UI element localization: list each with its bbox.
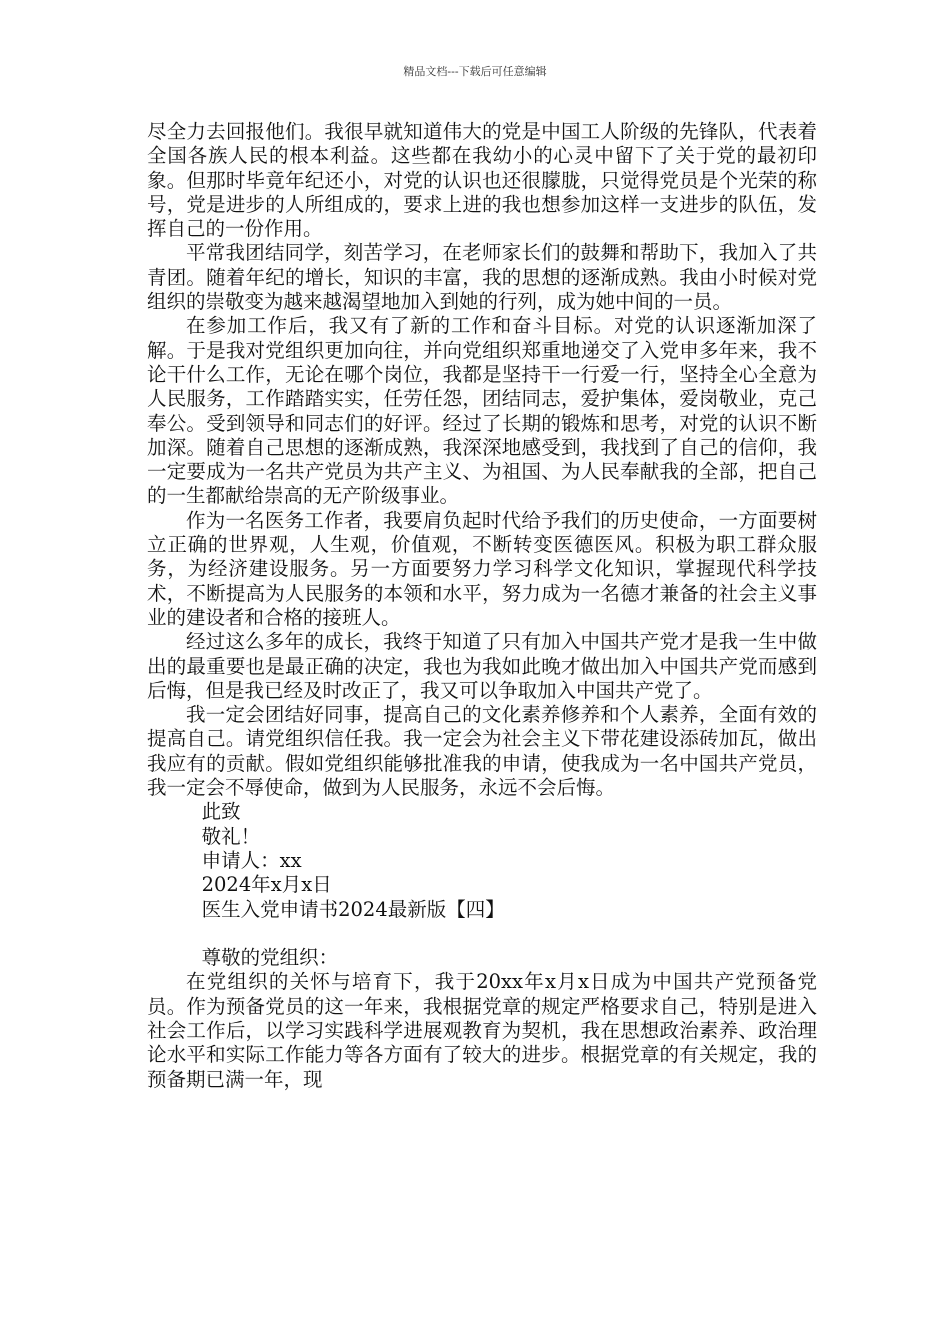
page-header: 精品文档---下载后可任意编辑 — [403, 65, 547, 78]
paragraph: 我一定会团结好同事，提高自己的文化素养修养和个人素养，全面有效的提高自己。请党组织信任我。我一定会为社会主义下带花建设添砖加瓦，做出我应有的贡献。假如党组织能够批准我的申请，使我成为一名中国共产党员，我一定会不辱使命，做到为人民服务，永远不会后悔。 — [147, 703, 817, 800]
applicant-line: 申请人：xx — [201, 848, 302, 872]
blank-line — [147, 922, 817, 946]
closing-jingli: 敬礼！ — [201, 824, 261, 848]
salutation: 尊敬的党组织： — [201, 946, 339, 970]
paragraph: 在党组织的关怀与培育下，我于20xx年x月x日成为中国共产党预备党员。作为预备党员的这一年来，我根据党章的规定严格要求自己，特别是进入社会工作后，以学习实践科学进展观教育为契机，我在思想政治素养、政治理论水平和实际工作能力等各方面有了较大的进步。根据党章的有关规定，我的预备期已满一年，现 — [147, 970, 817, 1091]
paragraph: 尽全力去回报他们。我很早就知道伟大的党是中国工人阶级的先锋队，代表着全国各族人民的根本利益。这些都在我幼小的心灵中留下了关于党的最初印象。但那时毕竟年纪还小，对党的认识也还很朦胧，只觉得党员是个光荣的称号，党是进步的人所组成的，要求上进的我也想参加这样一支进步的队伍，发挥自己的一份作用。 — [147, 120, 817, 241]
paragraph: 平常我团结同学，刻苦学习，在老师家长们的鼓舞和帮助下，我加入了共青团。随着年纪的增长，知识的丰富，我的思想的逐渐成熟。我由小时候对党组织的崇敬变为越来越渴望地加入到她的行列，成为她中间的一员。 — [147, 241, 817, 314]
paragraph: 经过这么多年的成长，我终于知道了只有加入中国共产党才是我一生中做出的最重要也是最正确的决定，我也为我如此晚才做出加入中国共产党而感到后悔，但是我已经及时改正了，我又可以争取加入中国共产党了。 — [147, 630, 817, 702]
paragraph: 在参加工作后，我又有了新的工作和奋斗目标。对党的认识逐渐加深了解。于是我对党组织更加向往，并向党组织郑重地递交了入党申多年来，我不论干什么工作，无论在哪个岗位，我都是坚持干一行爱一行，坚持全心全意为人民服务，工作踏踏实实，任劳任怨，团结同志，爱护集体，爱岗敬业，克己奉公。受到领导和同志们的好评。经过了长期的锻炼和思考，对党的认识不断加深。随着自己思想的逐渐成熟，我深深地感受到，我找到了自己的信仰，我一定要成为一名共产党员为共产主义、为祖国、为人民奉献我的全部，把自己的一生都献给崇高的无产阶级事业。 — [147, 314, 817, 508]
date-line: 2024年x月x日 — [201, 873, 332, 897]
section-title: 医生入党申请书2024最新版【四】 — [201, 897, 505, 921]
document-body — [147, 120, 817, 1092]
paragraph: 作为一名医务工作者，我要肩负起时代给予我们的历史使命，一方面要树立正确的世界观，人生观，价值观，不断转变医德医风。积极为职工群众服务，为经济建设服务。另一方面要努力学习科学文化知识，掌握现代科学技术，不断提高为人民服务的本领和水平，努力成为一名德才兼备的社会主义事业的建设者和合格的接班人。 — [147, 508, 817, 629]
closing-cizhi: 此致 — [201, 800, 241, 824]
